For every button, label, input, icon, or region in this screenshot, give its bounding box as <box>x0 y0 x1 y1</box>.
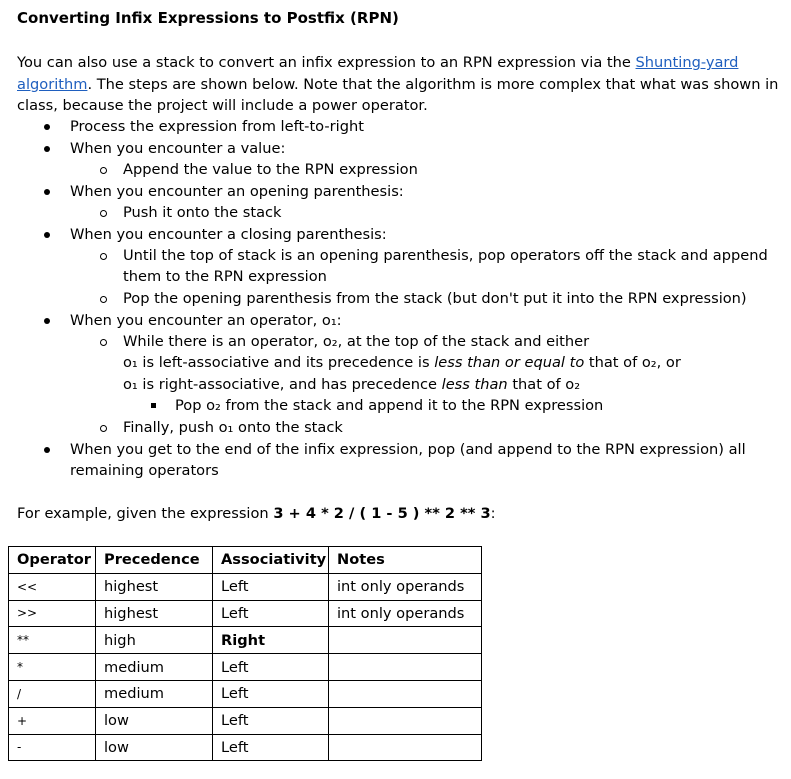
step-value-append: Append the value to the RPN expression <box>123 161 418 178</box>
circle-bullet-icon <box>100 296 107 303</box>
step-operator-push: Finally, push o₁ onto the stack <box>123 419 343 436</box>
intro-line-3: class, because the project will include a power operator. <box>17 97 428 114</box>
bullet-icon <box>44 318 50 324</box>
bullet-icon <box>44 189 50 195</box>
step-close-paren-pop-line2: them to the RPN expression <box>123 268 327 285</box>
associativity-cell: Left <box>213 600 329 627</box>
circle-bullet-icon <box>100 210 107 217</box>
table-row <box>9 573 482 600</box>
text: o₁ is right-associative, and has precedence <box>123 376 442 393</box>
square-bullet-icon <box>151 403 156 408</box>
step-close-paren: When you encounter a closing parenthesis: <box>70 226 387 243</box>
example-prefix: For example, given the expression <box>17 505 274 522</box>
header-precedence: Precedence <box>96 547 213 574</box>
header-operator: Operator <box>9 547 96 574</box>
notes-cell <box>329 627 482 654</box>
operator-cell: - <box>9 734 96 761</box>
associativity-cell: Left <box>213 707 329 734</box>
precedence-cell: low <box>96 734 213 761</box>
intro-line-2 <box>17 75 778 95</box>
page-title: Converting Infix Expressions to Postfix (RPN) <box>17 9 399 27</box>
operator-cell: << <box>9 573 96 600</box>
operator-cell: / <box>9 680 96 707</box>
associativity-cell: Left <box>213 680 329 707</box>
operator-cell: + <box>9 707 96 734</box>
shunting-yard-link-part2[interactable]: algorithm <box>17 76 88 93</box>
bullet-icon <box>44 124 50 130</box>
notes-cell: int only operands <box>329 600 482 627</box>
notes-cell: int only operands <box>329 573 482 600</box>
step-process: Process the expression from left-to-right <box>70 118 364 135</box>
step-operator-pop: Pop o₂ from the stack and append it to the RPN expression <box>175 397 604 414</box>
precedence-cell: medium <box>96 680 213 707</box>
example-sentence <box>17 504 496 524</box>
notes-cell <box>329 654 482 681</box>
notes-cell <box>329 734 482 761</box>
header-associativity: Associativity <box>213 547 329 574</box>
circle-bullet-icon <box>100 167 107 174</box>
step-end-line1: When you get to the end of the infix expression, pop (and append to the RPN expression) all <box>70 441 746 458</box>
notes-cell <box>329 680 482 707</box>
associativity-cell: Left <box>213 654 329 681</box>
associativity-cell: Right <box>213 627 329 654</box>
text-italic: less than <box>441 376 508 393</box>
notes-cell <box>329 707 482 734</box>
operator-cell: * <box>9 654 96 681</box>
step-close-paren-pop-line1: Until the top of stack is an opening parenthesis, pop operators off the stack and append <box>123 247 768 264</box>
precedence-cell: medium <box>96 654 213 681</box>
shunting-yard-link-part1[interactable]: Shunting-yard <box>635 54 739 71</box>
text: that of o₂, or <box>584 354 681 371</box>
precedence-cell: highest <box>96 573 213 600</box>
table-row <box>9 654 482 681</box>
table-row <box>9 680 482 707</box>
table-row <box>9 707 482 734</box>
associativity-cell: Left <box>213 573 329 600</box>
table-row <box>9 734 482 761</box>
bullet-icon <box>44 232 50 238</box>
precedence-cell: highest <box>96 600 213 627</box>
intro-text-cont: . The steps are shown below. Note that the algorithm is more complex that what was shown in <box>87 76 779 93</box>
circle-bullet-icon <box>100 425 107 432</box>
table-row <box>9 627 482 654</box>
circle-bullet-icon <box>100 253 107 260</box>
text: o₁ is left-associative and its precedence is <box>123 354 435 371</box>
step-operator-left-assoc <box>123 353 681 373</box>
table-header-row <box>9 547 482 574</box>
circle-bullet-icon <box>100 339 107 346</box>
associativity-cell: Left <box>213 734 329 761</box>
operator-table <box>8 546 482 761</box>
step-open-paren-push: Push it onto the stack <box>123 204 282 221</box>
step-operator-right-assoc <box>123 375 580 395</box>
step-close-paren-discard: Pop the opening parenthesis from the stack (but don't put it into the RPN expression) <box>123 290 747 307</box>
header-notes: Notes <box>329 547 482 574</box>
table-row <box>9 600 482 627</box>
operator-cell: >> <box>9 600 96 627</box>
text: that of o₂ <box>507 376 581 393</box>
intro-text: You can also use a stack to convert an infix expression to an RPN expression via the <box>17 54 636 71</box>
bullet-icon <box>44 146 50 152</box>
operator-cell: ** <box>9 627 96 654</box>
precedence-cell: low <box>96 707 213 734</box>
precedence-cell: high <box>96 627 213 654</box>
step-operator-while: While there is an operator, o₂, at the top of the stack and either <box>123 333 590 350</box>
intro-line-1 <box>17 53 738 73</box>
step-operator: When you encounter an operator, o₁: <box>70 312 342 329</box>
table-body <box>9 573 482 761</box>
example-expression: 3 + 4 * 2 / ( 1 - 5 ) ** 2 ** 3 <box>273 505 491 522</box>
step-value: When you encounter a value: <box>70 140 286 157</box>
step-open-paren: When you encounter an opening parenthesis: <box>70 183 404 200</box>
example-suffix: : <box>490 505 496 522</box>
step-end-line2: remaining operators <box>70 462 219 479</box>
text-italic: less than or equal to <box>434 354 585 371</box>
bullet-icon <box>44 447 50 453</box>
